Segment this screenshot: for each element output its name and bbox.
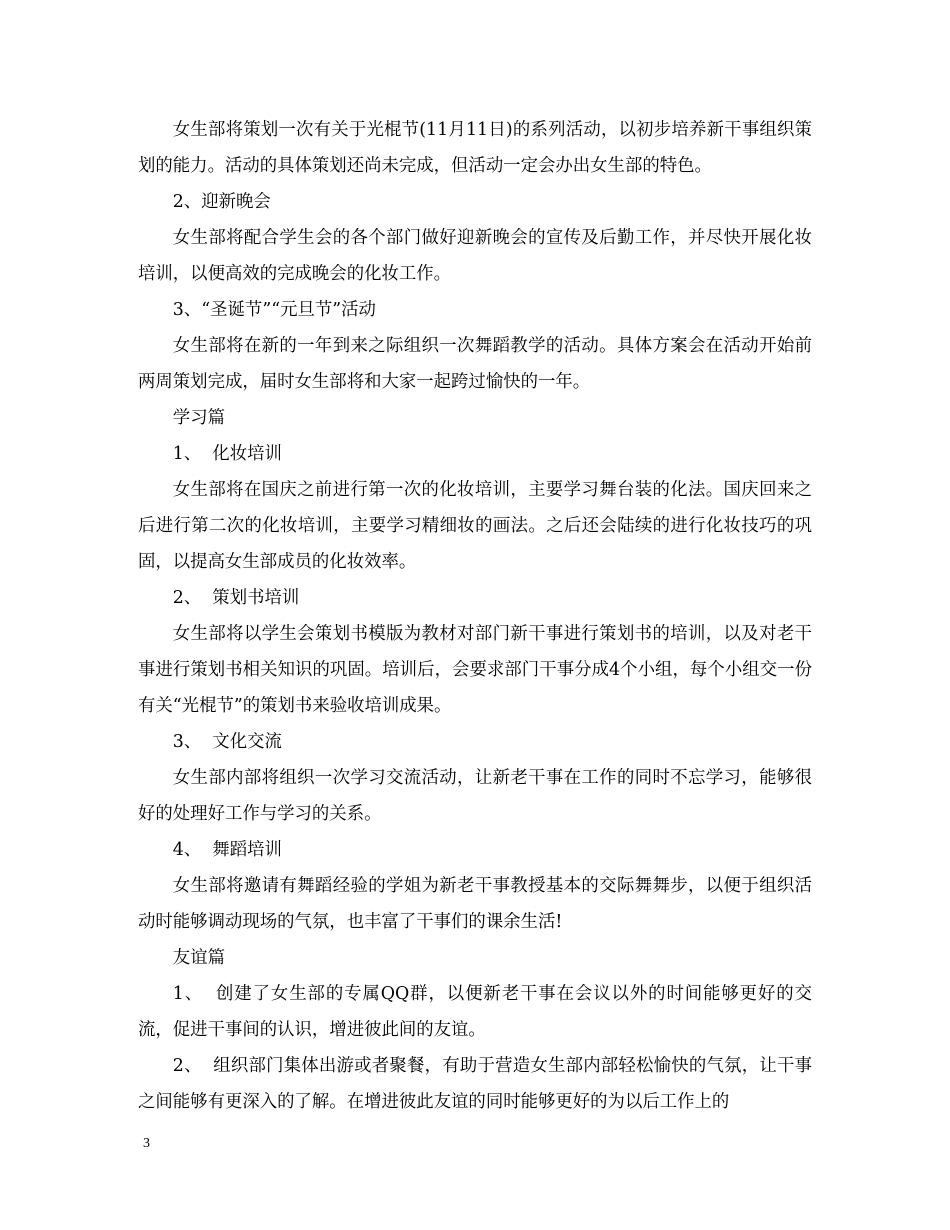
paragraph-guanggun-plan: 女生部将策划一次有关于光棍节(11月11日)的系列活动，以初步培养新干事组织策划的能力。活动的具体策划还尚未完成，但活动一定会办出女生部的特色。 xyxy=(138,120,812,176)
heading-makeup-training: 1、 化妆培训 xyxy=(172,444,282,464)
heading-planning-training: 2、 策划书培训 xyxy=(172,588,300,608)
paragraph-christmas-newyear: 女生部将在新的一年到来之际组织一次舞蹈教学的活动。具体方案会在活动开始前两周策划完成，届时女生部将和大家一起跨过愉快的一年。 xyxy=(138,336,812,392)
paragraph-group-outing: 2、 组织部门集体出游或者聚餐，有助于营造女生部内部轻松愉快的气氛，让干事之间能够有更深入的了解。在增进彼此友谊的同时能够更好的为以后工作上的 xyxy=(138,1056,812,1112)
section-heading-study: 学习篇 xyxy=(172,408,225,428)
paragraph-makeup-training: 女生部将在国庆之前进行第一次的化妆培训，主要学习舞台装的化法。国庆回来之后进行第二次的化妆培训，主要学习精细妆的画法。之后还会陆续的进行化妆技巧的巩固，以提高女生部成员的化妆效率。 xyxy=(138,480,812,572)
paragraph-welcome-party: 女生部将配合学生会的各个部门做好迎新晚会的宣传及后勤工作，并尽快开展化妆培训，以便高效的完成晚会的化妆工作。 xyxy=(138,228,812,284)
paragraph-dance-training: 女生部将邀请有舞蹈经验的学姐为新老干事教授基本的交际舞舞步，以便于组织活动时能够调动现场的气氛，也丰富了干事们的课余生活! xyxy=(138,876,812,932)
page-number: 3 xyxy=(143,1136,150,1151)
paragraph-culture-exchange: 女生部内部将组织一次学习交流活动，让新老干事在工作的同时不忘学习，能够很好的处理好工作与学习的关系。 xyxy=(138,768,812,824)
document-body xyxy=(138,112,812,1120)
paragraph-qq-group: 1、 创建了女生部的专属QQ群，以便新老干事在会议以外的时间能够更好的交流，促进干事间的认识，增进彼此间的友谊。 xyxy=(138,984,812,1040)
heading-christmas-newyear: 3、“圣诞节”“元旦节”活动 xyxy=(172,300,376,320)
heading-culture-exchange: 3、 文化交流 xyxy=(172,732,282,752)
heading-welcome-party: 2、迎新晚会 xyxy=(172,192,271,212)
section-heading-friendship: 友谊篇 xyxy=(172,948,225,968)
heading-dance-training: 4、 舞蹈培训 xyxy=(172,840,282,860)
paragraph-planning-training: 女生部将以学生会策划书模版为教材对部门新干事进行策划书的培训，以及对老干事进行策划书相关知识的巩固。培训后，会要求部门干事分成4个小组，每个小组交一份有关“光棍节”的策划书来验收培训成果。 xyxy=(138,624,812,716)
